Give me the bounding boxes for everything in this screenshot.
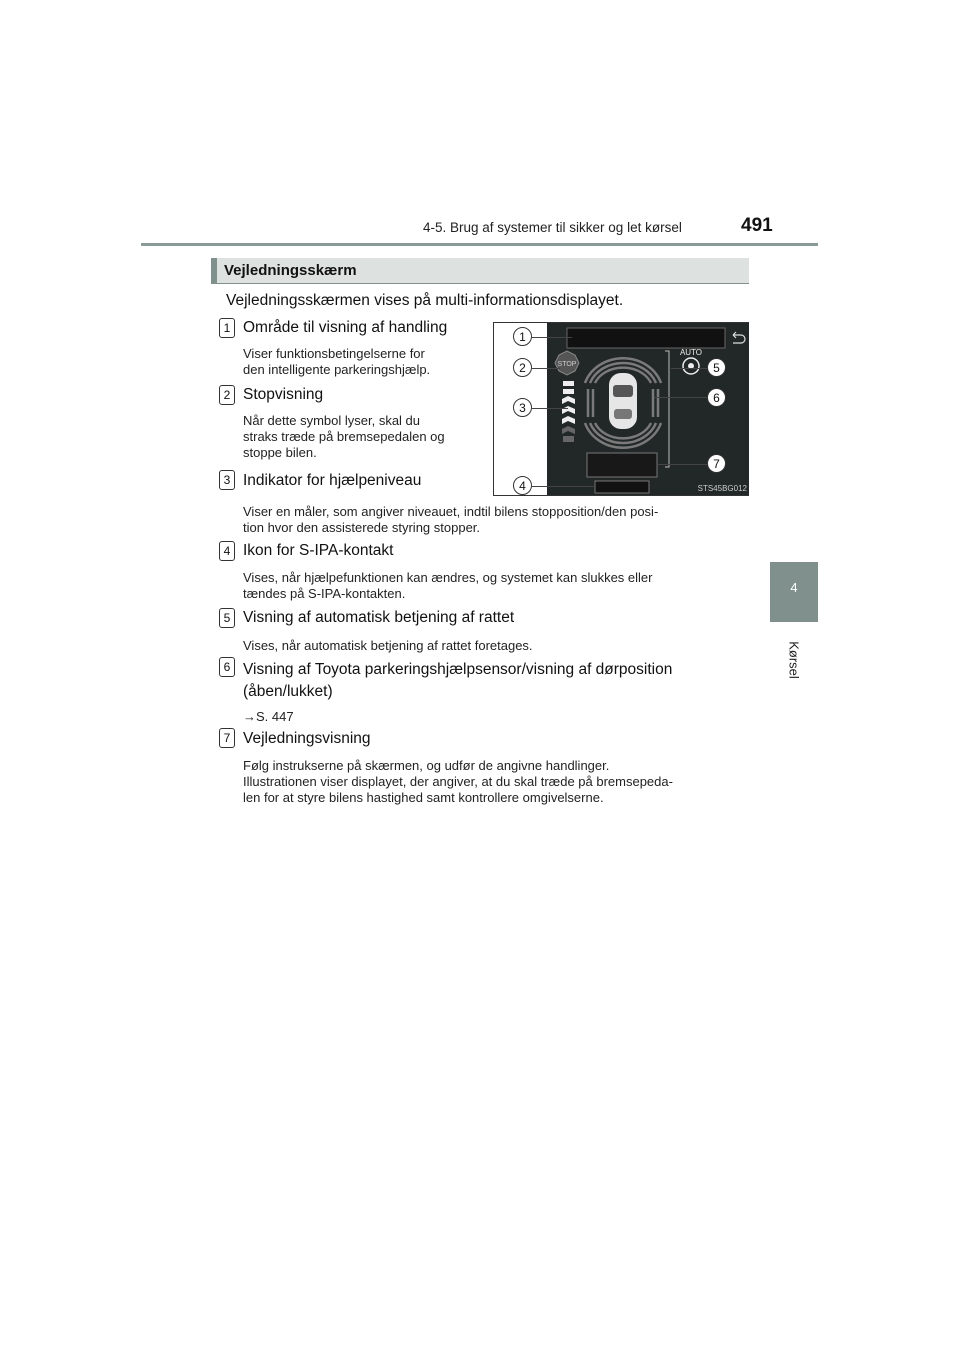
chapter-header: 4-5. Brug af systemer til sikker og let kørsel xyxy=(423,220,682,235)
leader-line-7 xyxy=(657,464,707,465)
item-body-1-line-1: Viser funktionsbetingelserne for xyxy=(243,346,425,361)
item-title-4: Ikon for S-IPA-kontakt xyxy=(243,542,394,559)
item-title-1: Område til visning af handling xyxy=(243,319,448,336)
item-number-7: 7 xyxy=(219,728,235,748)
chapter-side-label xyxy=(786,630,802,690)
item-body-4-line-2: tændes på S-IPA-kontakten. xyxy=(243,586,406,601)
item-body-2 xyxy=(243,413,479,461)
section-intro: Vejledningsskærmen vises på multi-informationsdisplayet. xyxy=(226,292,624,309)
leader-line-1 xyxy=(532,337,572,338)
item-ref-6 xyxy=(243,709,294,725)
leader-line-5 xyxy=(671,368,707,369)
figure-callout-4: 4 xyxy=(513,476,532,495)
figure-callout-2: 2 xyxy=(513,358,532,377)
section-title: Vejledningsskærm xyxy=(224,262,357,279)
guidance-display-box xyxy=(587,453,657,477)
section-accent xyxy=(211,258,217,283)
item-body-7 xyxy=(243,758,745,806)
item-number-3: 3 xyxy=(219,470,235,490)
item-title-2: Stopvisning xyxy=(243,386,324,403)
item-body-3-line-1: Viser en måler, som angiver niveauet, indtil bilens stopposition/den posi- xyxy=(243,504,659,519)
header-rule xyxy=(141,243,818,246)
item-title-5: Visning af automatisk betjening af rattet xyxy=(243,609,515,626)
figure-code: STS45BG012 xyxy=(697,484,747,493)
item-body-2-line-1: Når dette symbol lyser, skal du xyxy=(243,413,421,428)
item-body-3-line-2: tion hvor den assisterede styring stopper. xyxy=(243,520,481,535)
chapter-tab-number: 4 xyxy=(790,580,798,595)
page-reference[interactable]: S. 447 xyxy=(256,709,294,724)
item-title-6-line-2: (åben/lukket) xyxy=(243,683,333,700)
item-body-3 xyxy=(243,504,745,536)
item-number-4: 4 xyxy=(219,541,235,561)
guidance-screen-figure xyxy=(493,322,749,496)
sensor-bracket xyxy=(665,351,669,467)
operation-area-box xyxy=(567,328,725,348)
leader-line-4 xyxy=(532,486,596,487)
section-header xyxy=(211,258,749,283)
item-body-7-line-1: Følg instrukserne på skærmen, og udfør de angivne handlinger. xyxy=(243,758,610,773)
item-body-7-line-2: Illustrationen viser displayet, der angiver, at du skal træde på bremsepeda- xyxy=(243,774,673,789)
leader-line-3 xyxy=(532,408,568,409)
chapter-side-label-text: Kørsel xyxy=(786,641,802,679)
item-title-6 xyxy=(243,659,745,703)
sipa-switch-icon-box xyxy=(595,481,649,493)
leader-line-6 xyxy=(654,397,707,398)
item-number-5: 5 xyxy=(219,608,235,628)
item-body-2-line-3: stoppe bilen. xyxy=(243,445,317,460)
item-body-2-line-2: straks træde på bremsepedalen og xyxy=(243,429,445,444)
item-body-7-line-3: len for at styre bilens hastighed samt kontrollere omgivelserne. xyxy=(243,790,604,805)
figure-callout-6: 6 xyxy=(707,388,726,407)
figure-callout-3: 3 xyxy=(513,398,532,417)
back-arrow-icon xyxy=(733,332,745,343)
item-body-5 xyxy=(243,638,745,654)
section-underline xyxy=(211,283,749,284)
chapter-tab xyxy=(770,562,818,622)
figure-callout-1: 1 xyxy=(513,327,532,346)
item-body-5-line-1: Vises, når automatisk betjening af rattet foretages. xyxy=(243,638,533,653)
item-body-4-line-1: Vises, når hjælpefunktionen kan ændres, og systemet kan slukkes eller xyxy=(243,570,653,585)
arrow-right-icon: → xyxy=(243,709,256,724)
item-number-1: 1 xyxy=(219,318,235,338)
item-body-1-line-2: den intelligente parkeringshjælp. xyxy=(243,362,431,377)
item-body-4 xyxy=(243,570,745,602)
auto-label: AUTO xyxy=(679,348,703,357)
item-number-6: 6 xyxy=(219,657,235,677)
item-number-2: 2 xyxy=(219,385,235,405)
item-body-1 xyxy=(243,346,479,378)
assist-level-chevrons xyxy=(562,381,575,442)
item-title-6-line-1: Visning af Toyota parkeringshjælpsensor/visning af dørposition xyxy=(243,661,673,678)
leader-line-2 xyxy=(532,368,560,369)
car-icon xyxy=(609,373,637,429)
stop-label: STOP xyxy=(557,361,577,368)
figure-callout-7: 7 xyxy=(707,454,726,473)
figure-callout-5: 5 xyxy=(707,358,726,377)
item-title-7: Vejledningsvisning xyxy=(243,730,371,747)
item-title-3: Indikator for hjælpeniveau xyxy=(243,472,422,489)
page-number: 491 xyxy=(741,215,773,236)
